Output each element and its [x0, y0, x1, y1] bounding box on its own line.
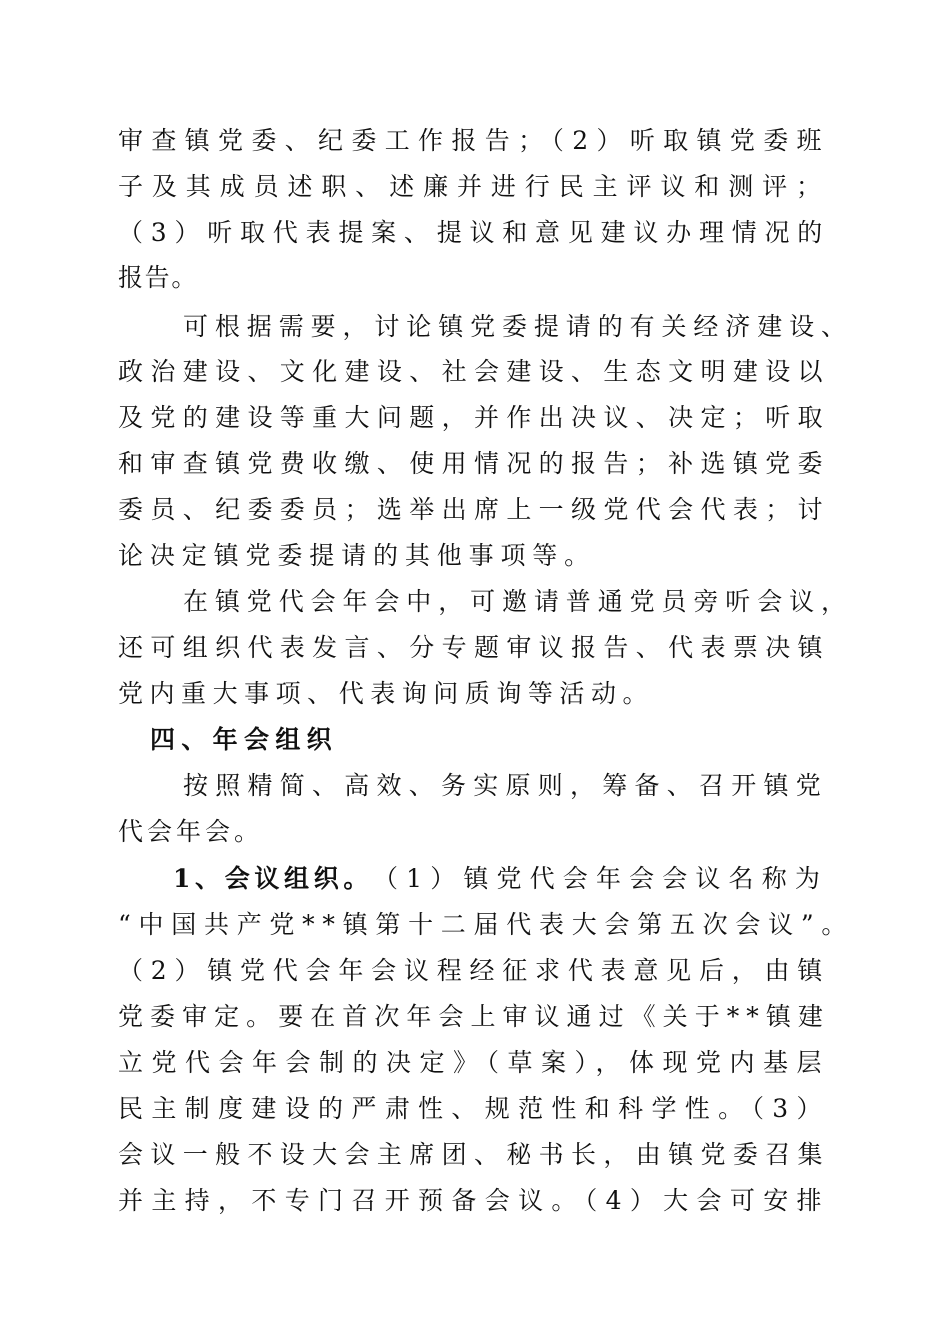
text-line: （2）镇党代会年会议程经征求代表意见后，由镇 — [118, 956, 831, 985]
text-line: 报告。 — [118, 263, 198, 292]
text-line: 可根据需要，讨论镇党委提请的有关经济建设、 — [183, 312, 853, 341]
text-line: 立党代会年会制的决定》（草案），体现党内基层 — [118, 1048, 831, 1077]
text-line: 子及其成员述职、述廉并进行民主评议和测评； — [118, 172, 830, 201]
text-line: （1）镇党代会年会会议名称为 — [373, 864, 829, 893]
text-line: 代会年会。 — [118, 817, 264, 846]
text-line: 并主持，不专门召开预备会议。（4）大会可安排 — [118, 1186, 830, 1215]
text-line: 在镇党代会年会中，可邀请普通党员旁听会议， — [183, 587, 853, 616]
text-line: 党内重大事项、代表询问质询等活动。 — [118, 679, 655, 708]
text-line: 委员、纪委委员；选举出席上一级党代会代表；讨 — [118, 495, 830, 524]
text-line: 按照精简、高效、务实原则，筹备、召开镇党 — [183, 771, 829, 800]
text-line: 及党的建设等重大问题，并作出决议、决定；听取 — [118, 403, 830, 432]
heading-line: 1、会议组织。 — [173, 864, 374, 893]
text-line: 会议一般不设大会主席团、秘书长，由镇党委召集 — [118, 1140, 830, 1169]
text-line: 民主制度建设的严肃性、规范性和科学性。（3） — [118, 1094, 830, 1123]
text-line: 党委审定。要在首次年会上审议通过《关于**镇建 — [118, 1002, 830, 1031]
text-line: 论决定镇党委提请的其他事项等。 — [118, 541, 597, 570]
heading-line: 四、年会组织 — [150, 725, 338, 754]
text-line: 和审查镇党费收缴、使用情况的报告；补选镇党委 — [118, 449, 830, 478]
text-line: 政治建设、文化建设、社会建设、生态文明建设以 — [118, 357, 830, 386]
text-line: 审查镇党委、纪委工作报告；（2）听取镇党委班 — [118, 126, 830, 155]
text-line: “中国共产党**镇第十二届代表大会第五次会议”。 — [118, 910, 855, 939]
text-line: 还可组织代表发言、分专题审议报告、代表票决镇 — [118, 633, 830, 662]
text-line: （3）听取代表提案、提议和意见建议办理情况的 — [118, 218, 831, 247]
